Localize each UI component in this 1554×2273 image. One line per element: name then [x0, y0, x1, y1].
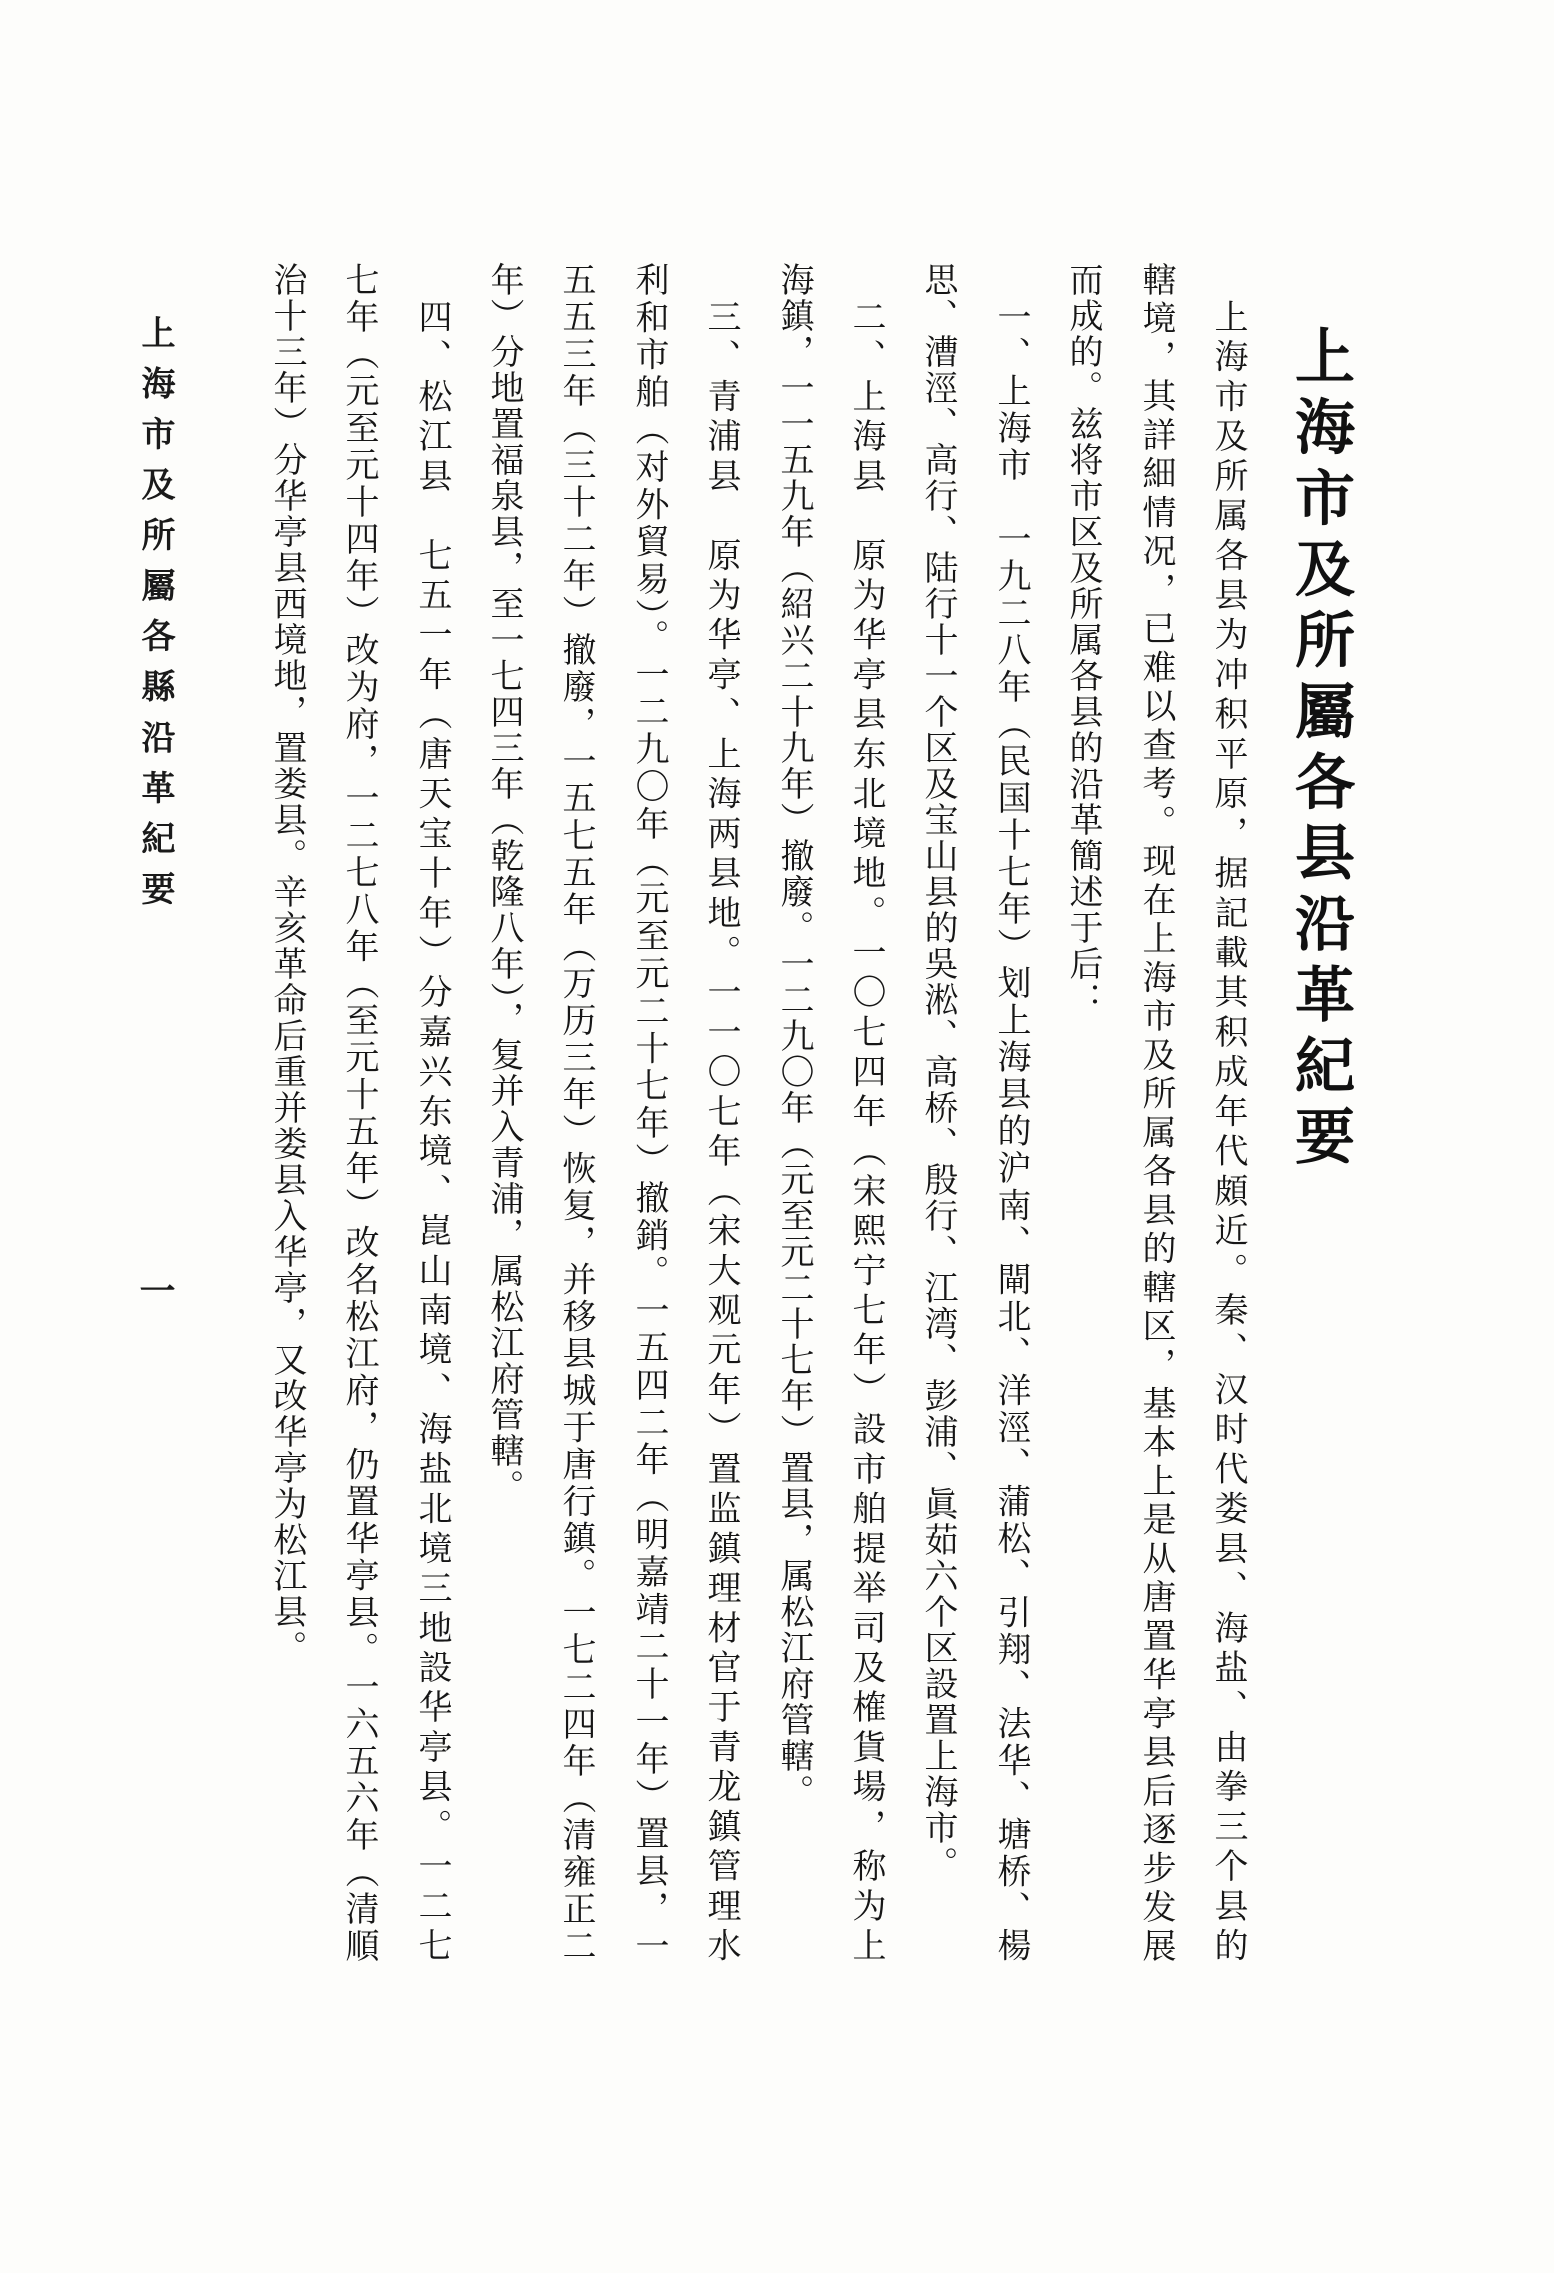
body-column: 海鎮，一一五九年（紹兴二十九年）撤廢。一二九〇年（元至元二十七年）置县，属松江府管轄。 [774, 262, 814, 1810]
body-column: 年）分地置福泉县，至一七四三年（乾隆八年），复并入青浦，属松江府管轄。 [484, 262, 524, 1505]
page-title: 上海市及所屬各县沿革紀要 [1285, 325, 1355, 1165]
running-head: 上海市及所屬各縣沿革紀要 [135, 315, 175, 905]
body-column: 治十三年）分华亭县西境地，置娄县。辛亥革命后重并娄县入华亭，又改华亭为松江县。 [267, 262, 307, 1666]
body-column: 轄境，其詳細情况，已难以查考。现在上海市及所属各县的轄区，基本上是从唐置华亭县后逐步发展 [1136, 262, 1176, 1962]
body-column: 利和市舶（对外貿易）。一二九〇年（元至元二十七年）撤銷。一五四二年（明嘉靖二十一年）置县，一 [629, 262, 669, 1962]
page-number: 一 [134, 1272, 176, 1308]
body-column: 一、上海市 一九二八年（民国十七年）划上海县的沪南、閘北、洋涇、蒲松、引翔、法华、塘桥、楊 [991, 299, 1031, 1962]
body-column: 思、漕涇、高行、陆行十一个区及宝山县的吳淞、高桥、殷行、江湾、彭浦、眞茹六个区設置上海市。 [918, 262, 958, 1882]
body-column: 三、青浦县 原为华亭、上海两县地。一一〇七年（宋大观元年）置监鎮理材官于青龙鎮管理水 [701, 299, 741, 1962]
body-column: 上海市及所属各县为冲积平原，据記載其积成年代頗近。秦、汉时代娄县、海盐、由拳三个县的 [1208, 299, 1248, 1962]
body-column: 四、松江县 七五一年（唐天宝十年）分嘉兴东境、崑山南境、海盐北境三地設华亭县。一二七 [412, 299, 452, 1962]
body-column: 七年（元至元十四年）改为府，一二七八年（至元十五年）改名松江府，仍置华亭县。一六五六年（清順 [339, 262, 379, 1962]
body-column: 二、上海县 原为华亭县东北境地。一〇七四年（宋熙宁七年）設市舶提举司及榷貨場，称为上 [846, 299, 886, 1962]
body-column: 而成的。兹将市区及所属各县的沿革簡述于后： [1063, 262, 1103, 1018]
body-column: 五五三年（三十二年）撤廢，一五七五年（万历三年）恢复，并移县城于唐行鎮。一七二四年（清雍正二 [556, 262, 596, 1962]
